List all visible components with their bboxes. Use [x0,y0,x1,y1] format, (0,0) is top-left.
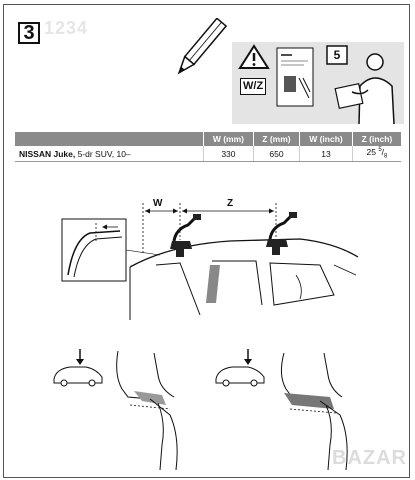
z-mm-cell: 650 [253,146,299,162]
faded-code: 1234 [44,18,89,38]
w-dimension-label: W [153,198,163,209]
table-header: Z (mm) [253,132,299,146]
w-inch-cell: 13 [300,146,353,162]
table-row [15,146,401,162]
step-number: 3 [18,22,40,44]
table-header-row [15,132,401,146]
table-header [15,132,204,146]
vehicle-model: NISSAN Juke, [19,148,76,159]
z-inch-denominator: 8 [384,153,388,160]
manual-page-number: 5 [333,48,341,62]
bazar-watermark: BAZAR [332,447,407,469]
w-mm-cell: 330 [204,146,254,162]
roof-rack-diagram [60,195,360,320]
z-inch-cell: 25 $^5/_8$ [352,146,401,162]
vehicle-cell [15,146,204,162]
door-frame-detail-left [50,345,200,470]
pencil-icon [168,18,230,80]
vehicle-body: 5-dr SUV, 10– [75,148,131,159]
table-header: W (inch) [300,132,353,146]
warning-dimension-label: W/Z [240,78,266,95]
z-inch-numerator: 5 [378,147,382,154]
vehicle-spec-table [15,132,401,162]
table-header: W (mm) [204,132,254,146]
z-inch-whole: 25 [366,147,376,158]
z-dimension-label: Z [227,198,234,209]
table-header: Z (inch) [352,132,401,146]
